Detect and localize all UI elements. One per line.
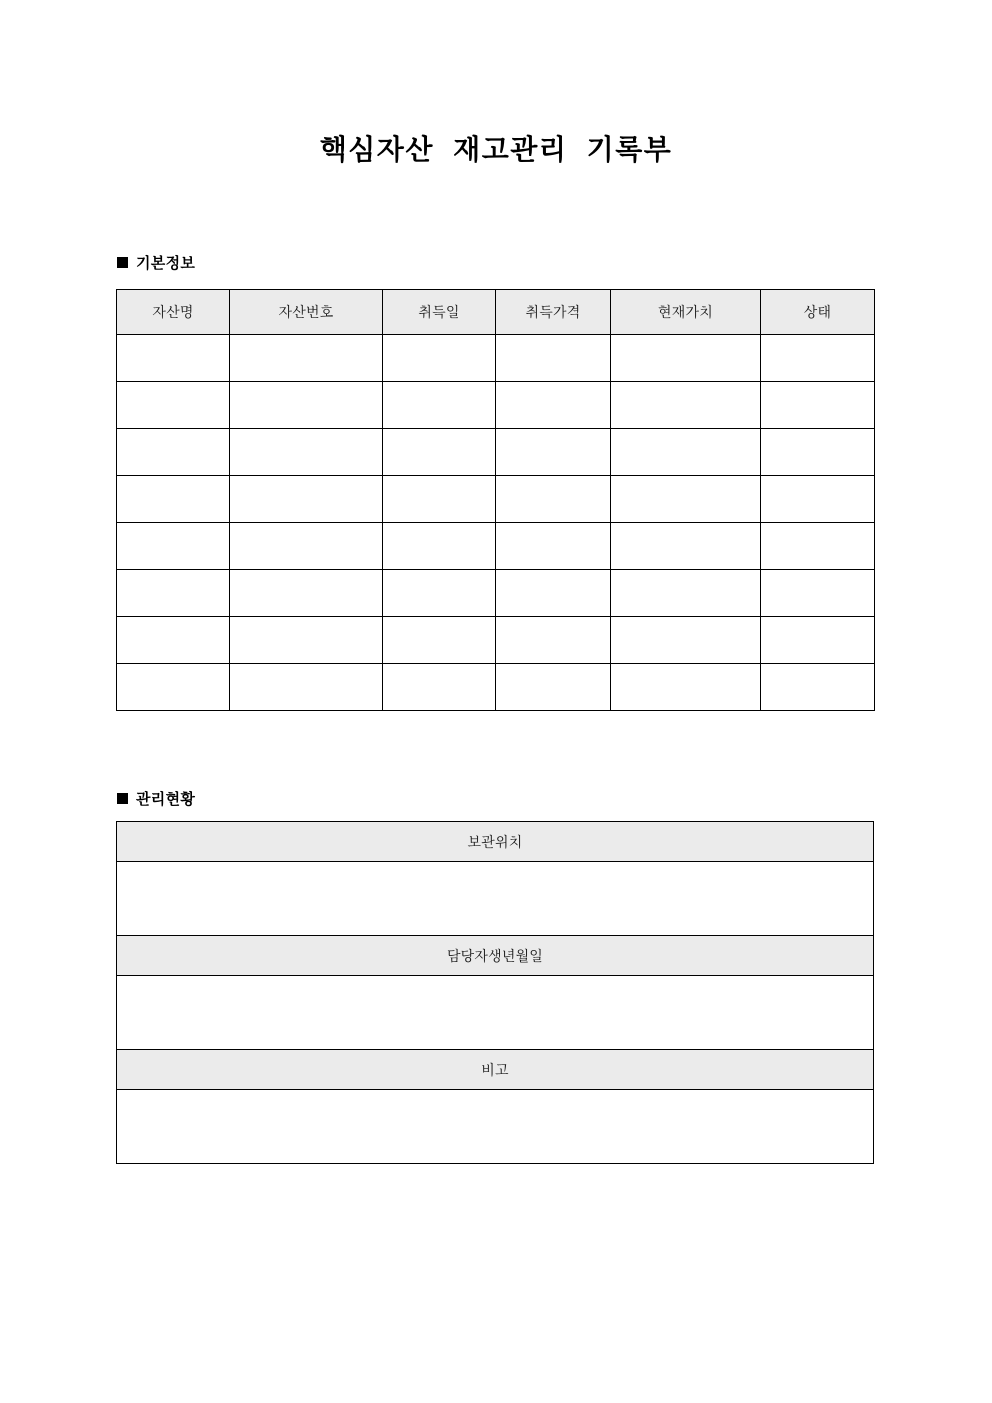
management-status-table-body	[117, 822, 874, 1164]
cell-current-value[interactable]	[611, 429, 761, 476]
cell-asset-number[interactable]	[230, 617, 383, 664]
basic-info-table-body	[117, 335, 875, 711]
field-value-row[interactable]	[117, 862, 874, 936]
field-value-remarks[interactable]	[117, 1090, 874, 1164]
field-label-manager-birthdate: 담당자생년월일	[117, 936, 874, 976]
field-value-storage-location[interactable]	[117, 862, 874, 936]
filled-square-marker-icon	[117, 257, 128, 268]
cell-acquisition-date[interactable]	[383, 523, 496, 570]
field-value-row[interactable]	[117, 976, 874, 1050]
section-heading-basic-info-label: 기본정보	[136, 255, 196, 272]
cell-acquisition-price[interactable]	[496, 429, 611, 476]
cell-asset-name[interactable]	[117, 523, 230, 570]
basic-info-table	[116, 289, 875, 711]
cell-acquisition-date[interactable]	[383, 335, 496, 382]
column-header-current-value: 현재가치	[611, 290, 761, 335]
cell-acquisition-price[interactable]	[496, 523, 611, 570]
column-header-asset-number: 자산번호	[230, 290, 383, 335]
table-row[interactable]	[117, 335, 875, 382]
cell-asset-number[interactable]	[230, 570, 383, 617]
field-value-manager-birthdate[interactable]	[117, 976, 874, 1050]
cell-acquisition-date[interactable]	[383, 570, 496, 617]
table-row[interactable]	[117, 382, 875, 429]
cell-acquisition-date[interactable]	[383, 617, 496, 664]
field-label-storage-location: 보관위치	[117, 822, 874, 862]
cell-current-value[interactable]	[611, 382, 761, 429]
cell-asset-name[interactable]	[117, 617, 230, 664]
cell-acquisition-date[interactable]	[383, 476, 496, 523]
cell-acquisition-price[interactable]	[496, 335, 611, 382]
section-heading-management-status	[117, 788, 195, 809]
cell-asset-name[interactable]	[117, 664, 230, 711]
cell-asset-number[interactable]	[230, 523, 383, 570]
table-row[interactable]	[117, 664, 875, 711]
cell-asset-name[interactable]	[117, 382, 230, 429]
table-header-row	[117, 290, 875, 335]
cell-status[interactable]	[761, 664, 875, 711]
cell-asset-number[interactable]	[230, 429, 383, 476]
cell-current-value[interactable]	[611, 570, 761, 617]
cell-current-value[interactable]	[611, 335, 761, 382]
cell-current-value[interactable]	[611, 476, 761, 523]
cell-acquisition-date[interactable]	[383, 429, 496, 476]
cell-asset-name[interactable]	[117, 476, 230, 523]
table-row[interactable]	[117, 523, 875, 570]
cell-asset-number[interactable]	[230, 335, 383, 382]
cell-status[interactable]	[761, 617, 875, 664]
cell-acquisition-price[interactable]	[496, 664, 611, 711]
filled-square-marker-icon	[117, 793, 128, 804]
cell-acquisition-date[interactable]	[383, 382, 496, 429]
cell-status[interactable]	[761, 570, 875, 617]
cell-acquisition-date[interactable]	[383, 664, 496, 711]
cell-acquisition-price[interactable]	[496, 570, 611, 617]
field-label-row	[117, 936, 874, 976]
cell-asset-number[interactable]	[230, 382, 383, 429]
cell-acquisition-price[interactable]	[496, 476, 611, 523]
field-value-row[interactable]	[117, 1090, 874, 1164]
cell-status[interactable]	[761, 335, 875, 382]
cell-status[interactable]	[761, 429, 875, 476]
cell-status[interactable]	[761, 476, 875, 523]
cell-asset-number[interactable]	[230, 476, 383, 523]
column-header-acquisition-date: 취득일	[383, 290, 496, 335]
cell-status[interactable]	[761, 523, 875, 570]
table-row[interactable]	[117, 476, 875, 523]
cell-current-value[interactable]	[611, 664, 761, 711]
cell-asset-name[interactable]	[117, 335, 230, 382]
column-header-acquisition-price: 취득가격	[496, 290, 611, 335]
management-status-table	[116, 821, 874, 1164]
cell-acquisition-price[interactable]	[496, 382, 611, 429]
section-heading-basic-info	[117, 252, 195, 273]
field-label-row	[117, 822, 874, 862]
column-header-asset-name: 자산명	[117, 290, 230, 335]
section-heading-management-status-label: 관리현황	[136, 791, 196, 808]
table-row[interactable]	[117, 570, 875, 617]
table-row[interactable]	[117, 429, 875, 476]
field-label-remarks: 비고	[117, 1050, 874, 1090]
cell-current-value[interactable]	[611, 617, 761, 664]
page-title: 핵심자산 재고관리 기록부	[319, 134, 673, 165]
cell-acquisition-price[interactable]	[496, 617, 611, 664]
cell-asset-name[interactable]	[117, 570, 230, 617]
field-label-row	[117, 1050, 874, 1090]
table-row[interactable]	[117, 617, 875, 664]
cell-status[interactable]	[761, 382, 875, 429]
cell-asset-number[interactable]	[230, 664, 383, 711]
cell-asset-name[interactable]	[117, 429, 230, 476]
cell-current-value[interactable]	[611, 523, 761, 570]
column-header-status: 상태	[761, 290, 875, 335]
